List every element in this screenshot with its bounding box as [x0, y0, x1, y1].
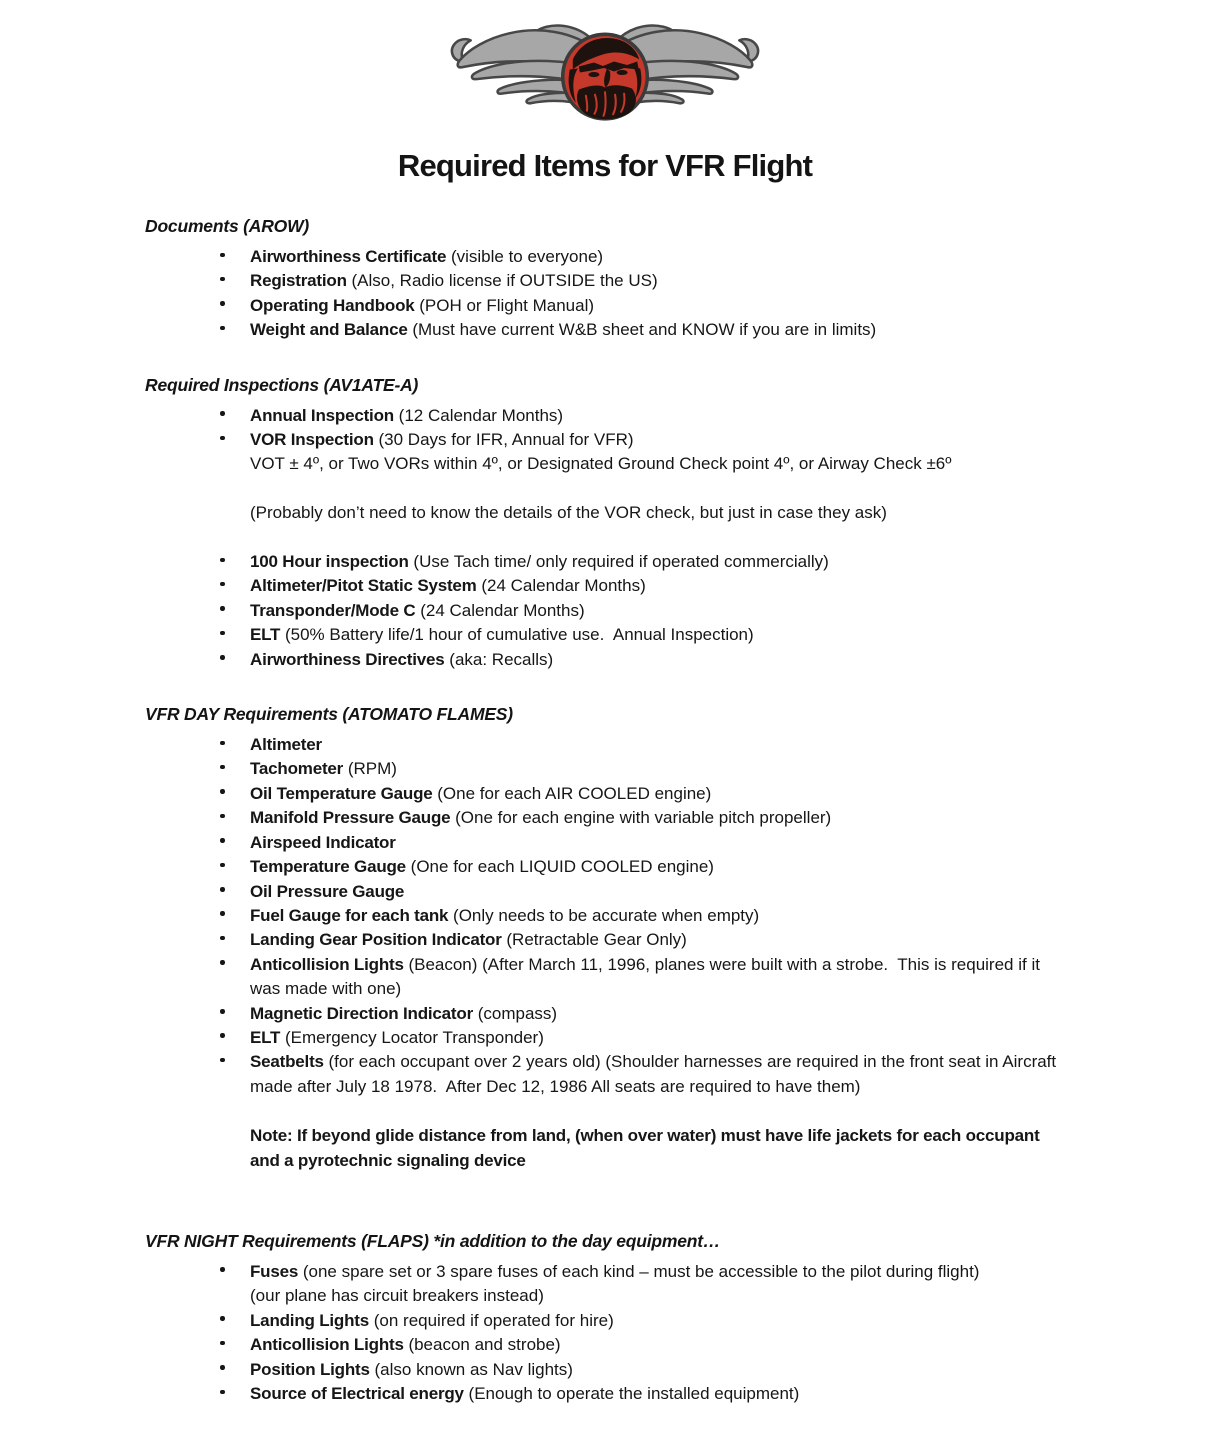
item-desc: (30 Days for IFR, Annual for VFR) — [373, 430, 634, 450]
section-required-inspections — [145, 373, 1065, 672]
item-term: Magnetic Direction Indicator — [250, 1003, 473, 1023]
item-term: Source of Electrical energy — [250, 1384, 464, 1403]
item-term: Landing Lights — [250, 1310, 370, 1330]
item-desc: (Enough to operate the installed equipment) — [463, 1384, 800, 1403]
page-title: Required Items for VFR Flight — [397, 148, 813, 183]
item-desc: (Only needs to be accurate when empty) — [448, 905, 760, 925]
item-desc: (12 Calendar Months) — [393, 405, 564, 425]
bullet-dot-icon — [220, 1267, 225, 1272]
list-item — [220, 269, 1065, 293]
item-term: Weight and Balance — [250, 320, 408, 340]
bullet-dot-icon — [220, 411, 225, 416]
bullet-dot-icon — [220, 1365, 225, 1370]
bullet-dot-icon — [220, 1058, 225, 1063]
list-item — [220, 1333, 1065, 1357]
list-item — [220, 782, 1065, 806]
list-item — [220, 245, 1065, 269]
list-item — [220, 757, 1065, 781]
bullet-dot-icon — [220, 301, 225, 306]
pilot-wings-emblem-icon — [444, 10, 766, 122]
item-term: Transponder/Mode C — [250, 600, 416, 620]
item-term: Tachometer — [250, 759, 344, 779]
bullet-dot-icon — [220, 960, 225, 965]
bullet-dot-icon — [220, 326, 225, 331]
bullet-dot-icon — [220, 887, 225, 892]
item-term: 100 Hour inspection — [250, 552, 409, 572]
bullet-dot-icon — [220, 838, 225, 843]
list-item — [220, 855, 1065, 879]
item-desc: (Use Tach time/ only required if operated commercially) — [408, 552, 829, 572]
bullet-dot-icon — [220, 277, 225, 282]
item-term: VOR Inspection — [250, 430, 374, 450]
item-desc: (beacon and strobe) — [403, 1335, 561, 1355]
section-heading: Required Inspections (AV1ATE-A) — [145, 374, 419, 395]
list-item — [220, 428, 1065, 526]
item-term: Annual Inspection — [250, 405, 394, 425]
list-item — [220, 733, 1065, 757]
bullet-dot-icon — [220, 1341, 225, 1346]
bullet-dot-icon — [220, 936, 225, 941]
sections-container — [145, 214, 1065, 1406]
item-continuation-line: VOT ± 4º, or Two VORs within 4º, or Designated Ground Check point 4º, or Airway Check ±6º — [250, 454, 952, 474]
section-heading: VFR DAY Requirements (ATOMATO FLAMES) — [145, 704, 513, 725]
item-term: ELT — [250, 625, 281, 645]
item-term: Airworthiness Certificate — [250, 247, 447, 266]
item-desc: (One for each LIQUID COOLED engine) — [405, 857, 714, 877]
bullet-list — [145, 404, 1065, 672]
list-item — [220, 928, 1065, 952]
section-heading: VFR NIGHT Requirements (FLAPS) *in addition to the day equipment… — [145, 1230, 721, 1251]
list-item — [220, 1309, 1065, 1333]
item-desc: (Also, Radio license if OUTSIDE the US) — [346, 271, 658, 291]
item-desc: (visible to everyone) — [446, 247, 604, 266]
item-term: Seatbelts — [250, 1052, 324, 1072]
list-item — [220, 574, 1065, 598]
item-term: Airworthiness Directives — [250, 649, 445, 669]
bullet-dot-icon — [220, 436, 225, 441]
item-continuation-line: (our plane has circuit breakers instead) — [250, 1286, 544, 1306]
bullet-dot-icon — [220, 655, 225, 660]
bullet-dot-icon — [220, 863, 225, 868]
list-item — [220, 294, 1065, 318]
item-desc: (one spare set or 3 spare fuses of each kind – must be accessible to the pilot during flight) — [298, 1261, 980, 1281]
item-desc: (50% Battery life/1 hour of cumulative use. Annual Inspection) — [280, 625, 754, 645]
section-vfr-night-requirements — [145, 1229, 1065, 1406]
list-item — [220, 953, 1065, 1002]
bullet-dot-icon — [220, 606, 225, 611]
item-desc: (also known as Nav lights) — [369, 1359, 573, 1379]
item-term: Manifold Pressure Gauge — [250, 808, 451, 828]
item-desc: (Beacon) (After March 11, 1996, planes were built with a strobe. This is required if it was made with one) — [250, 954, 1045, 999]
list-item — [220, 623, 1065, 647]
item-parenthetical-note: (Probably don’t need to know the details of the VOR check, but just in case they ask) — [250, 503, 887, 523]
item-desc: (Retractable Gear Only) — [501, 930, 687, 950]
item-term: Airspeed Indicator — [250, 832, 396, 852]
item-term: Altimeter/Pitot Static System — [250, 576, 477, 596]
item-desc: (compass) — [473, 1003, 558, 1023]
bullet-dot-icon — [220, 765, 225, 770]
item-term: ELT — [250, 1027, 281, 1047]
item-term: Fuses — [250, 1261, 299, 1281]
item-term: Oil Pressure Gauge — [250, 881, 405, 901]
item-desc: (RPM) — [343, 759, 397, 779]
bullet-list — [145, 733, 1065, 1099]
bullet-dot-icon — [220, 1316, 225, 1321]
item-desc: (Emergency Locator Transponder) — [280, 1027, 544, 1047]
list-item — [220, 904, 1065, 928]
list-item — [220, 404, 1065, 428]
item-term: Fuel Gauge for each tank — [250, 905, 449, 925]
item-desc: (24 Calendar Months) — [415, 600, 585, 620]
bullet-dot-icon — [220, 1390, 225, 1395]
list-item — [220, 1260, 1065, 1309]
list-item — [220, 648, 1065, 672]
item-term: Anticollision Lights — [250, 1335, 404, 1355]
list-item — [220, 550, 1065, 574]
bullet-dot-icon — [220, 1033, 225, 1038]
list-item — [220, 806, 1065, 830]
bullet-dot-icon — [220, 253, 225, 258]
item-desc: (Must have current W&B sheet and KNOW if you are in limits) — [407, 320, 877, 340]
item-desc: (One for each engine with variable pitch propeller) — [450, 808, 832, 828]
item-term: Altimeter — [250, 735, 322, 755]
list-item — [220, 599, 1065, 623]
list-item — [220, 1382, 1065, 1406]
item-desc: (for each occupant over 2 years old) (Shoulder harnesses are required in the front seat in Aircraft made after July 18 1978. After Dec 12, 1986 All seats are required to have them) — [250, 1052, 1061, 1096]
logo-container — [145, 0, 1065, 122]
item-term: Oil Temperature Gauge — [250, 783, 433, 803]
list-item — [220, 1358, 1065, 1382]
bullet-dot-icon — [220, 582, 225, 587]
list-item — [220, 318, 1065, 342]
item-term: Position Lights — [250, 1359, 370, 1379]
section-note: Note: If beyond glide distance from land, (when over water) must have life jackets for each occupant and a pyrotechnic signaling device — [250, 1126, 1045, 1170]
bullet-dot-icon — [220, 789, 225, 794]
bullet-dot-icon — [220, 1009, 225, 1014]
item-term: Operating Handbook — [250, 295, 415, 315]
bullet-dot-icon — [220, 631, 225, 636]
bullet-list — [145, 1260, 1065, 1406]
list-item — [220, 1002, 1065, 1026]
bullet-dot-icon — [220, 911, 225, 916]
item-term: Anticollision Lights — [250, 954, 404, 974]
bullet-dot-icon — [220, 814, 225, 819]
bullet-dot-icon — [220, 558, 225, 563]
section-vfr-day-requirements — [145, 702, 1065, 1173]
list-item — [220, 1050, 1065, 1099]
item-desc: (POH or Flight Manual) — [414, 295, 595, 315]
item-term: Registration — [250, 271, 347, 291]
item-desc: (on required if operated for hire) — [369, 1310, 614, 1330]
item-desc: (One for each AIR COOLED engine) — [432, 783, 712, 803]
bullet-dot-icon — [220, 741, 225, 746]
bullet-list — [145, 245, 1065, 343]
item-desc: (24 Calendar Months) — [476, 576, 646, 596]
item-term: Landing Gear Position Indicator — [250, 930, 502, 950]
list-item — [220, 1026, 1065, 1050]
section-documents — [145, 214, 1065, 343]
item-term: Temperature Gauge — [250, 857, 406, 877]
list-item — [220, 831, 1065, 855]
list-item — [220, 880, 1065, 904]
section-heading: Documents (AROW) — [145, 216, 310, 236]
item-desc: (aka: Recalls) — [444, 649, 554, 669]
